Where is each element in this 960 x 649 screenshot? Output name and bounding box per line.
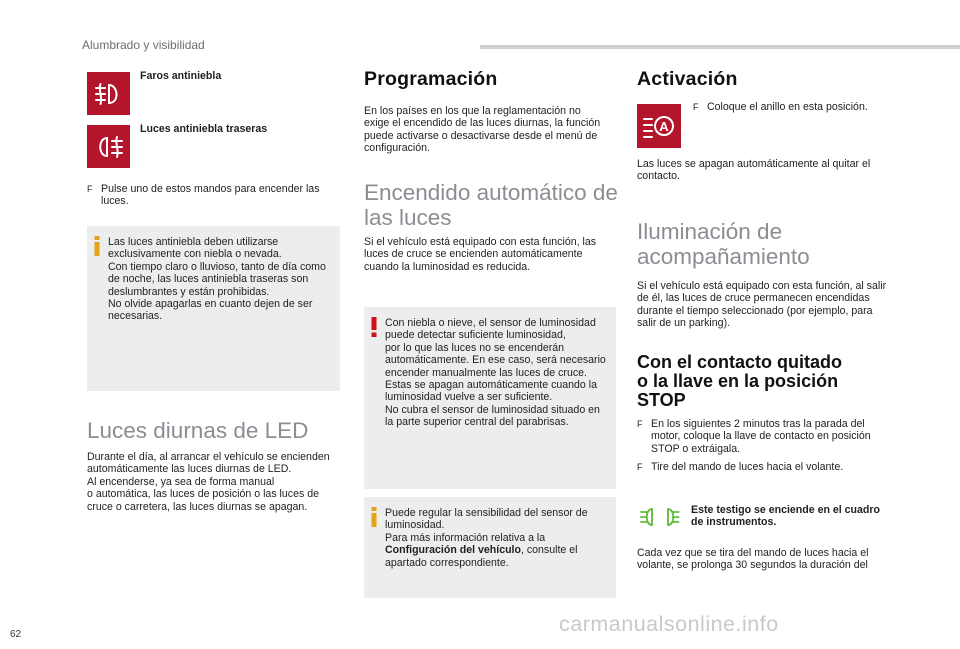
rear-fog-label: Luces antiniebla traseras bbox=[140, 123, 268, 135]
sensitivity-info-note bbox=[364, 497, 616, 598]
text-line: luces de cruce se encienden automáticamente bbox=[364, 248, 583, 261]
bullet-mark: F bbox=[637, 419, 643, 429]
text-line: exclusivamente con niebla o nevada. bbox=[108, 248, 282, 261]
text-line: puede activarse o desactivarse desde el menú de bbox=[364, 129, 598, 142]
activation-text bbox=[637, 158, 870, 183]
text-line: Con niebla o nieve, el sensor de luminosidad bbox=[385, 317, 596, 329]
svg-text:A: A bbox=[659, 119, 669, 134]
text-line: exige el encendido de las luces diurnas, la función bbox=[364, 117, 601, 130]
text-line: Tire del mando de luces hacia el volante. bbox=[651, 461, 844, 473]
text-line: durante el tiempo seleccionado (por ejemplo, para bbox=[637, 304, 873, 317]
text-line: encender manualmente las luces de cruce. bbox=[385, 366, 587, 379]
text-line: En los siguientes 2 minutos tras la parada del bbox=[651, 418, 865, 430]
stop-bullet-2 bbox=[637, 461, 897, 473]
text-line: o automática, las luces de posición o las luces de bbox=[87, 488, 320, 501]
text-line bbox=[385, 544, 588, 556]
text-line: Este testigo se enciende en el cuadro bbox=[691, 504, 880, 516]
text-line: contacto. bbox=[637, 170, 680, 183]
sensor-warning-note bbox=[364, 307, 616, 489]
text-line: cuando la luminosidad es reducida. bbox=[364, 260, 531, 273]
fog-bullet bbox=[87, 183, 337, 208]
text-line: No cubra el sensor de luminosidad situado en bbox=[385, 403, 600, 416]
text-line: deslumbrantes y están prohibidas. bbox=[108, 285, 270, 298]
text-line: la parte superior central del parabrisas. bbox=[385, 416, 569, 429]
text-line: Puede regular la sensibilidad del sensor de bbox=[385, 507, 588, 519]
drl-heading: Luces diurnas de LED bbox=[87, 418, 309, 443]
stop-bullet-1 bbox=[637, 418, 897, 455]
text-line: puede detectar suficiente luminosidad, bbox=[385, 329, 566, 342]
text-line: volante, se prolonga 30 segundos la duración del bbox=[637, 559, 868, 572]
bullet-mark: F bbox=[87, 184, 93, 194]
text-line: Si el vehículo está equipado con esta función, al salir bbox=[637, 280, 887, 292]
text-line: luminosidad. bbox=[385, 519, 445, 532]
text-line: Cada vez que se tira del mando de luces hacia el bbox=[637, 547, 869, 559]
bullet-mark: F bbox=[693, 102, 699, 112]
info-icon bbox=[93, 236, 101, 256]
text-line: motor, coloque la llave de contacto en posición bbox=[651, 430, 871, 443]
programming-text bbox=[364, 105, 600, 155]
heading-line: o la llave en la posición bbox=[637, 371, 839, 391]
text-line: configuración. bbox=[364, 142, 430, 155]
extension-text bbox=[637, 547, 868, 572]
programming-heading: Programación bbox=[364, 68, 498, 90]
text-line: Con tiempo claro o lluvioso, tanto de día como bbox=[108, 260, 326, 273]
headlamp-indicator-icon bbox=[639, 505, 681, 529]
heading-line: acompañamiento bbox=[637, 244, 810, 269]
text-line: Estas se apagan automáticamente cuando la bbox=[385, 379, 598, 392]
text-line: Al encenderse, ya sea de forma manual bbox=[87, 475, 275, 488]
sensitivity-info-text bbox=[385, 507, 588, 569]
warning-icon bbox=[370, 317, 378, 337]
rear-fog-light-icon bbox=[87, 125, 130, 168]
text-line: de noche, las luces antiniebla traseras son bbox=[108, 273, 309, 286]
drl-text bbox=[87, 451, 330, 513]
fog-info-note bbox=[87, 226, 340, 391]
text-line: No olvide apagarlas en cuanto dejen de ser bbox=[108, 298, 313, 311]
text-line: automáticamente las luces diurnas de LED. bbox=[87, 463, 292, 476]
activation-heading: Activación bbox=[637, 68, 738, 90]
sensor-warning-text bbox=[385, 317, 606, 429]
text-line: luminosidad vuelve a ser suficiente. bbox=[385, 391, 553, 404]
bullet-mark: F bbox=[637, 462, 643, 472]
text-line: luces. bbox=[101, 195, 129, 208]
heading-line: Iluminación de bbox=[637, 219, 783, 244]
auto-lights-text bbox=[364, 236, 596, 273]
auto-lights-heading bbox=[364, 180, 618, 230]
text-line: automáticamente. En ese caso, será necesario bbox=[385, 354, 606, 367]
watermark: carmanualsonline.info bbox=[559, 612, 779, 636]
text-line: Para más información relativa a la bbox=[385, 531, 546, 544]
fog-info-text bbox=[108, 236, 326, 323]
text-line: Si el vehículo está equipado con esta función, las bbox=[364, 236, 597, 248]
activation-bullet bbox=[693, 101, 893, 113]
text-line: En los países en los que la reglamentación no bbox=[364, 105, 581, 117]
text-line: de él, las luces de cruce permanecen encendidas bbox=[637, 292, 870, 305]
heading-line: Con el contacto quitado bbox=[637, 352, 842, 372]
text-line: Coloque el anillo en esta posición. bbox=[707, 101, 868, 113]
text-line: Durante el día, al arrancar el vehículo se encienden bbox=[87, 451, 330, 463]
front-fog-light-icon bbox=[87, 72, 130, 115]
text-line: Las luces se apagan automáticamente al quitar el bbox=[637, 158, 871, 170]
page-number: 62 bbox=[10, 629, 22, 640]
front-fog-label: Faros antiniebla bbox=[140, 70, 222, 82]
indicator-description bbox=[691, 504, 880, 529]
text-line: por lo que las luces no se encenderán bbox=[385, 341, 565, 354]
info-icon bbox=[370, 507, 378, 527]
text-line: de instrumentos. bbox=[691, 516, 777, 529]
heading-line: Encendido automático de bbox=[364, 180, 618, 205]
ignition-off-heading bbox=[637, 353, 842, 410]
text-line: STOP o extráigala. bbox=[651, 442, 741, 455]
text-line: salir de un parking). bbox=[637, 317, 731, 330]
text-line: necesarias. bbox=[108, 310, 163, 323]
auto-headlamp-icon bbox=[637, 104, 681, 148]
escort-lighting-heading bbox=[637, 219, 810, 269]
text-line: cruce o carretera, las luces diurnas se apagan. bbox=[87, 500, 308, 513]
text-line: apartado correspondiente. bbox=[385, 556, 509, 569]
heading-line: las luces bbox=[364, 205, 452, 230]
text-fragment: , consulte el bbox=[520, 544, 578, 557]
vehicle-config-link-text: Configuración del vehículo bbox=[385, 544, 521, 557]
header-rule bbox=[480, 45, 960, 49]
heading-line: STOP bbox=[637, 390, 686, 410]
text-line: Pulse uno de estos mandos para encender las bbox=[101, 183, 320, 195]
escort-lighting-text bbox=[637, 280, 886, 330]
section-title: Alumbrado y visibilidad bbox=[82, 38, 205, 52]
text-line: Las luces antiniebla deben utilizarse bbox=[108, 236, 279, 248]
